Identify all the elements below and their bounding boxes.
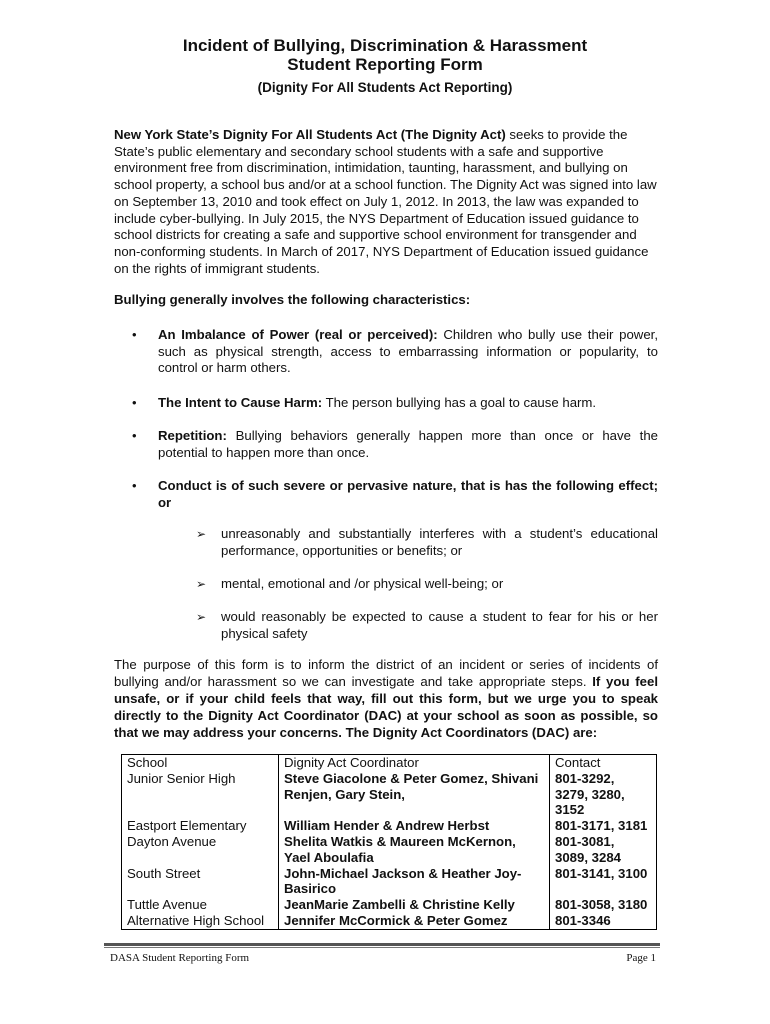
- table-row: [122, 818, 657, 834]
- bullet-icon: •: [132, 478, 137, 493]
- effect-text: would reasonably be expected to cause a student to fear for his or her physical safety: [221, 609, 658, 641]
- coordinator-cell: John-Michael Jackson & Heather Joy-Basirico: [279, 866, 550, 898]
- coordinator-cell: Steve Giacolone & Peter Gomez, Shivani Renjen, Gary Stein,: [279, 771, 550, 818]
- school-cell: Junior Senior High: [122, 771, 279, 818]
- characteristic-text: Children who bully use their power, such as physical strength, access to embarrassing information or popularity, to control or harm others.: [158, 327, 658, 376]
- footer-page-number: Page 1: [626, 952, 656, 964]
- characteristic-item: [132, 395, 658, 412]
- arrow-bullet-icon: ➢: [196, 527, 207, 541]
- purpose-plain: The purpose of this form is to inform the district of an incident or series of incidents of bullying and/or harassment so we can investigate and take appropriate steps.: [114, 657, 658, 689]
- school-cell: Dayton Avenue: [122, 834, 279, 866]
- header-school: School: [122, 755, 279, 771]
- form-title-line-2: Student Reporting Form: [287, 55, 483, 74]
- contact-cell: 801-3081, 3089, 3284: [550, 834, 657, 866]
- characteristics-heading: Bullying generally involves the following characteristics:: [114, 292, 471, 307]
- characteristic-item: [132, 478, 658, 511]
- table-row: [122, 834, 657, 866]
- contact-cell: 801-3292, 3279, 3280, 3152: [550, 771, 657, 818]
- effect-sub-item: [196, 576, 658, 593]
- bullet-icon: •: [132, 395, 137, 410]
- characteristic-item: [132, 428, 658, 461]
- school-cell: South Street: [122, 866, 279, 898]
- table-row: [122, 771, 657, 818]
- characteristic-text: Bullying behaviors generally happen more than once or have the potential to happen more than once.: [158, 428, 658, 460]
- arrow-bullet-icon: ➢: [196, 610, 207, 624]
- purpose-bold: If you feel unsafe, or if your child feels that way, fill out this form, but we urge you to speak directly to the Dignity Act Coordinator (DAC) at your school as soon as possible, so that we may address your concerns. The Dignity Act Coordinators (DAC) are:: [114, 674, 658, 740]
- dac-table: [121, 754, 657, 930]
- footer-divider: [104, 943, 660, 946]
- arrow-bullet-icon: ➢: [196, 577, 207, 591]
- contact-cell: 801-3171, 3181: [550, 818, 657, 834]
- form-subtitle: (Dignity For All Students Act Reporting): [257, 80, 513, 95]
- effect-text: mental, emotional and /or physical well-being; or: [221, 576, 504, 591]
- bullet-icon: •: [132, 327, 137, 342]
- contact-cell: 801-3141, 3100: [550, 866, 657, 898]
- form-title-line-1: Incident of Bullying, Discrimination & Harassment: [182, 36, 588, 55]
- coordinator-cell: Shelita Watkis & Maureen McKernon, Yael Aboulafia: [279, 834, 550, 866]
- intro-paragraph: [114, 127, 658, 277]
- purpose-paragraph: [114, 656, 658, 741]
- intro-body: seeks to provide the State’s public elementary and secondary school students with a safe and supportive environment free from discrimination, intimidation, taunting, harassment, and bullying on school property, a school bus and/or at a school function. The Dignity Act was signed into law on September 13, 2010 and took effect on July 1, 2012. In 2013, the law was expanded to include cyber-bullying. In July 2015, the NYS Department of Education issued guidance to school districts for creating a safe and supportive school environment for transgender and non-conforming students. In March of 2017, NYS Department of Education issued guidance on the rights of immigrant students.: [114, 127, 657, 276]
- coordinator-cell: Jennifer McCormick & Peter Gomez: [279, 913, 550, 929]
- header-contact: Contact: [550, 755, 657, 771]
- intro-bold-lead: New York State’s Dignity For All Students Act (The Dignity Act): [114, 127, 506, 142]
- footer-document-name: DASA Student Reporting Form: [110, 952, 250, 964]
- table-row: [122, 897, 657, 913]
- characteristic-bold: Conduct is of such severe or pervasive nature, that is has the following effect; or: [158, 478, 658, 510]
- coordinator-cell: JeanMarie Zambelli & Christine Kelly: [279, 897, 550, 913]
- characteristic-bold: The Intent to Cause Harm:: [158, 395, 323, 410]
- school-cell: Alternative High School: [122, 913, 279, 929]
- coordinator-cell: William Hender & Andrew Herbst: [279, 818, 550, 834]
- effect-sub-item: [196, 526, 658, 559]
- characteristic-bold: An Imbalance of Power (real or perceived):: [158, 327, 438, 342]
- school-cell: Eastport Elementary: [122, 818, 279, 834]
- contact-cell: 801-3346: [550, 913, 657, 929]
- header-coordinator: Dignity Act Coordinator: [279, 755, 550, 771]
- table-header-row: [122, 755, 657, 771]
- effect-text: unreasonably and substantially interferes with a student’s educational performance, opportunities or benefits; or: [221, 526, 658, 558]
- effect-sub-item: [196, 609, 658, 642]
- characteristic-text: The person bullying has a goal to cause harm.: [322, 395, 597, 410]
- table-row: [122, 913, 657, 929]
- footer-divider-thin: [104, 947, 660, 948]
- characteristic-bold: Repetition:: [158, 428, 227, 443]
- characteristic-item: [132, 327, 658, 377]
- table-row: [122, 866, 657, 898]
- contact-cell: 801-3058, 3180: [550, 897, 657, 913]
- school-cell: Tuttle Avenue: [122, 897, 279, 913]
- bullet-icon: •: [132, 428, 137, 443]
